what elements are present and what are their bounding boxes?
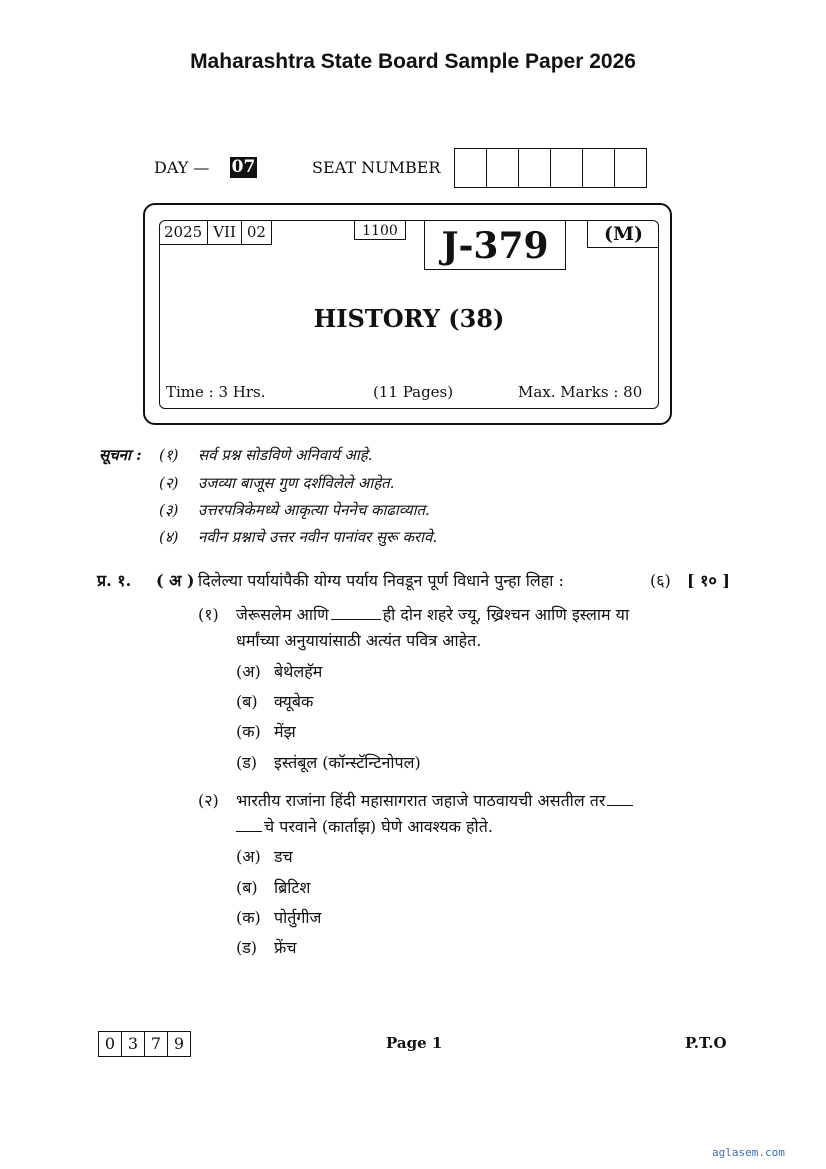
page-number: Page 1 bbox=[386, 1034, 443, 1052]
instruction-number: (२) bbox=[159, 474, 179, 492]
question-part: ( अ ) bbox=[156, 571, 195, 590]
seat-cell[interactable] bbox=[583, 149, 615, 187]
instruction-text: नवीन प्रश्नाचे उत्तर नवीन पानांवर सुरू करावे. bbox=[198, 528, 438, 546]
paper-code: J-379 bbox=[424, 220, 566, 270]
instruction-text: उत्तरपत्रिकेमध्ये आकृत्या पेननेच काढाव्यात. bbox=[198, 501, 430, 519]
footer-paper-code bbox=[98, 1031, 191, 1057]
instructions-label: सूचना : bbox=[99, 446, 142, 464]
instruction-text: सर्व प्रश्न सोडविणे अनिवार्य आहे. bbox=[198, 446, 373, 464]
option-label: (ब) bbox=[236, 692, 258, 711]
instruction-number: (३) bbox=[159, 501, 179, 519]
option-text: मेंझ bbox=[274, 722, 296, 741]
exam-month: VII bbox=[208, 221, 242, 244]
option-text: फ्रेंच bbox=[274, 938, 297, 957]
subject-title: HISTORY (38) bbox=[313, 304, 505, 333]
max-marks: Max. Marks : 80 bbox=[518, 383, 643, 401]
option-label: (अ) bbox=[236, 847, 261, 866]
option-label: (अ) bbox=[236, 662, 261, 681]
day-value: 07 bbox=[231, 157, 256, 177]
please-turn-over: P.T.O bbox=[685, 1034, 727, 1052]
sub-question-text: चे परवाने (कार्ताझ) घेणे आवश्यक होते. bbox=[264, 817, 493, 836]
watermark: aglasem.com bbox=[712, 1146, 785, 1159]
instruction-number: (४) bbox=[159, 528, 179, 546]
exam-year: 2025 bbox=[159, 221, 208, 244]
option-text: ब्रिटिश bbox=[274, 878, 311, 897]
footer-code-digit: 7 bbox=[145, 1032, 168, 1056]
option-text: डच bbox=[274, 847, 293, 866]
answer-blank bbox=[236, 831, 262, 832]
sub-question-number: (१) bbox=[198, 605, 219, 624]
sub-question-text: ही दोन शहरे ज्यू, ख्रिश्चन आणि इस्लाम या bbox=[382, 605, 630, 624]
answer-blank bbox=[331, 619, 381, 620]
option-text: पोर्तुगीज bbox=[274, 908, 322, 927]
option-text: बेथेलहॅम bbox=[274, 662, 323, 681]
option-text: क्यूबेक bbox=[274, 692, 314, 711]
exam-time: Time : 3 Hrs. bbox=[166, 383, 266, 401]
sub-question-line bbox=[236, 815, 493, 837]
question-marks: (६) bbox=[650, 571, 671, 590]
sub-question-line bbox=[236, 789, 635, 811]
exam-code-row bbox=[159, 221, 272, 245]
series-code: 1100 bbox=[354, 220, 406, 240]
option-label: (ब) bbox=[236, 878, 258, 897]
sub-question-text: धर्मांच्या अनुयायांसाठी अत्यंत पवित्र आहेत. bbox=[236, 631, 482, 650]
seat-cell[interactable] bbox=[455, 149, 487, 187]
seat-cell[interactable] bbox=[615, 149, 646, 187]
footer-code-digit: 3 bbox=[122, 1032, 145, 1056]
question-total-marks: [ १० ] bbox=[687, 571, 730, 590]
exam-set: 02 bbox=[246, 223, 266, 241]
seat-number-boxes[interactable] bbox=[454, 148, 647, 188]
option-label: (ड) bbox=[236, 938, 258, 957]
day-label: DAY — bbox=[154, 158, 210, 177]
page-count: (11 Pages) bbox=[373, 383, 454, 401]
seat-number-label: SEAT NUMBER bbox=[312, 158, 441, 177]
option-label: (ड) bbox=[236, 753, 258, 772]
page-title: Maharashtra State Board Sample Paper 2026 bbox=[190, 50, 636, 73]
option-label: (क) bbox=[236, 722, 261, 741]
seat-cell[interactable] bbox=[551, 149, 583, 187]
instruction-number: (१) bbox=[159, 446, 179, 464]
option-text: इस्तंबूल (कॉन्स्टॅन्टिनोपल) bbox=[274, 753, 421, 772]
seat-cell[interactable] bbox=[487, 149, 519, 187]
sub-question-line bbox=[236, 603, 629, 625]
answer-blank bbox=[607, 805, 633, 806]
question-text: दिलेल्या पर्यायांपैकी योग्य पर्याय निवडून पूर्ण विधाने पुन्हा लिहा : bbox=[198, 571, 564, 590]
footer-code-digit: 0 bbox=[99, 1032, 122, 1056]
medium-code: (M) bbox=[587, 221, 659, 248]
instruction-text: उजव्या बाजूस गुण दर्शविलेले आहेत. bbox=[198, 474, 395, 492]
sub-question-number: (२) bbox=[198, 791, 219, 810]
seat-cell[interactable] bbox=[519, 149, 551, 187]
question-number: प्र. १. bbox=[97, 571, 132, 590]
sub-question-text: भारतीय राजांना हिंदी महासागरात जहाजे पाठवायची असतील तर bbox=[236, 791, 606, 810]
sub-question-text: जेरूसलेम आणि bbox=[236, 605, 329, 624]
footer-code-digit: 9 bbox=[173, 1034, 185, 1053]
option-label: (क) bbox=[236, 908, 261, 927]
